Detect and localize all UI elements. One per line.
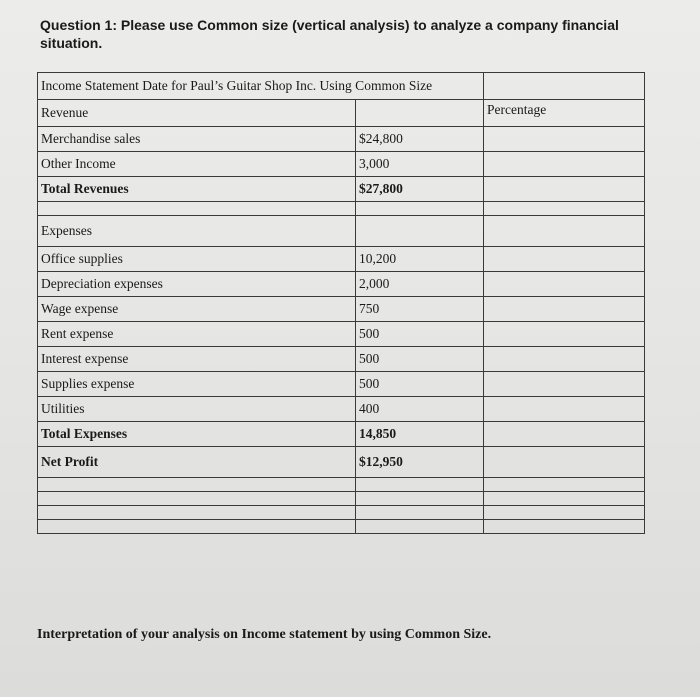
row-label: Other Income	[38, 152, 356, 177]
expenses-header-percentage-cell	[484, 216, 645, 247]
blank-cell	[484, 506, 645, 520]
blank-cell	[38, 492, 356, 506]
blank-cell	[484, 478, 645, 492]
row-percentage-cell[interactable]	[484, 347, 645, 372]
expenses-header: Expenses	[38, 216, 356, 247]
row-amount: 14,850	[356, 422, 484, 447]
row-label: Rent expense	[38, 322, 356, 347]
spacer-cell	[38, 202, 356, 216]
row-percentage-cell[interactable]	[484, 372, 645, 397]
row-amount: 500	[356, 372, 484, 397]
blank-cell	[356, 506, 484, 520]
row-percentage-cell[interactable]	[484, 127, 645, 152]
row-amount: 750	[356, 297, 484, 322]
percentage-header: Percentage	[484, 100, 645, 127]
row-amount: 3,000	[356, 152, 484, 177]
blank-cell	[484, 520, 645, 534]
blank-cell	[356, 478, 484, 492]
row-label: Utilities	[38, 397, 356, 422]
row-amount: $24,800	[356, 127, 484, 152]
row-amount: 2,000	[356, 272, 484, 297]
revenue-header-amount-cell	[356, 100, 484, 127]
spacer-cell	[356, 202, 484, 216]
row-label: Interest expense	[38, 347, 356, 372]
row-label: Depreciation expenses	[38, 272, 356, 297]
row-amount: 500	[356, 322, 484, 347]
row-amount: 10,200	[356, 247, 484, 272]
interpretation-prompt: Interpretation of your analysis on Income statement by using Common Size.	[37, 627, 492, 642]
row-percentage-cell[interactable]	[484, 177, 645, 202]
row-label: Net Profit	[38, 447, 356, 478]
spacer-cell	[484, 202, 645, 216]
row-percentage-cell[interactable]	[484, 447, 645, 478]
row-percentage-cell[interactable]	[484, 247, 645, 272]
row-percentage-cell[interactable]	[484, 272, 645, 297]
revenue-header: Revenue	[38, 100, 356, 127]
row-percentage-cell[interactable]	[484, 152, 645, 177]
row-label: Total Expenses	[38, 422, 356, 447]
blank-cell	[484, 492, 645, 506]
blank-cell	[38, 520, 356, 534]
blank-cell	[356, 520, 484, 534]
income-statement-table	[37, 72, 645, 534]
row-label: Total Revenues	[38, 177, 356, 202]
blank-cell	[38, 506, 356, 520]
row-label: Office supplies	[38, 247, 356, 272]
row-amount: $12,950	[356, 447, 484, 478]
table-title: Income Statement Date for Paul’s Guitar Shop Inc. Using Common Size	[38, 73, 484, 100]
row-percentage-cell[interactable]	[484, 422, 645, 447]
row-label: Supplies expense	[38, 372, 356, 397]
row-percentage-cell[interactable]	[484, 397, 645, 422]
blank-cell	[38, 478, 356, 492]
row-label: Wage expense	[38, 297, 356, 322]
row-label: Merchandise sales	[38, 127, 356, 152]
blank-cell	[356, 492, 484, 506]
row-amount: 400	[356, 397, 484, 422]
question-text: Question 1: Please use Common size (vertical analysis) to analyze a company financial situation.	[40, 17, 619, 51]
row-amount: 500	[356, 347, 484, 372]
row-percentage-cell[interactable]	[484, 322, 645, 347]
expenses-header-amount-cell	[356, 216, 484, 247]
row-percentage-cell[interactable]	[484, 297, 645, 322]
title-empty-cell	[484, 73, 645, 100]
row-amount: $27,800	[356, 177, 484, 202]
